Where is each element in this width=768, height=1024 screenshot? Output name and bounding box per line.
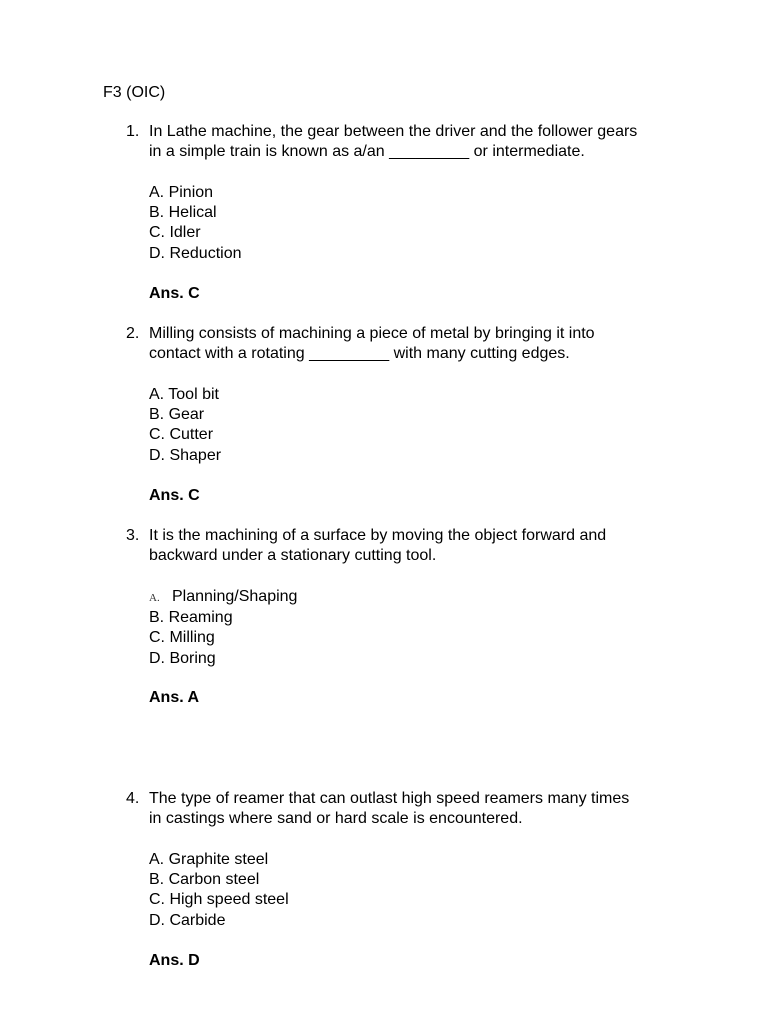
option-b: B. Gear — [149, 406, 205, 424]
answer: Ans. A — [149, 689, 200, 706]
option-b: B. Reaming — [149, 609, 233, 627]
option-c: C. Idler — [149, 224, 201, 242]
option-a-letter: A. — [149, 592, 160, 604]
options-list — [149, 183, 549, 264]
question-text — [149, 122, 709, 162]
option-b: B. Carbon steel — [149, 871, 260, 889]
question-text — [149, 324, 709, 364]
option-d: D. Carbide — [149, 911, 226, 929]
question-line: backward under a stationary cutting tool. — [149, 547, 437, 564]
question-text — [149, 526, 709, 566]
option-a — [149, 587, 549, 608]
options-list — [149, 850, 549, 931]
question-number: 1. — [126, 123, 140, 140]
question-number: 4. — [126, 790, 140, 807]
option-c: C. Milling — [149, 629, 215, 647]
question-line: in a simple train is known as a/an _________ or intermediate. — [149, 143, 585, 160]
question-line: In Lathe machine, the gear between the driver and the follower gears — [149, 123, 638, 140]
question-line: contact with a rotating _________ with many cutting edges. — [149, 345, 570, 362]
option-a: A. Tool bit — [149, 386, 219, 403]
options-list — [149, 385, 549, 466]
options-list — [149, 587, 549, 669]
question-line: It is the machining of a surface by moving the object forward and — [149, 527, 607, 544]
question-line: Milling consists of machining a piece of metal by bringing it into — [149, 325, 595, 342]
option-d: D. Shaper — [149, 446, 222, 464]
answer: Ans. D — [149, 952, 200, 969]
option-c: C. Cutter — [149, 426, 214, 444]
option-d: D. Reduction — [149, 244, 242, 262]
answer: Ans. C — [149, 285, 200, 302]
document-title: F3 (OIC) — [103, 84, 166, 101]
question-line: The type of reamer that can outlast high speed reamers many times — [149, 790, 630, 807]
option-b: B. Helical — [149, 204, 217, 222]
question-number: 3. — [126, 527, 140, 544]
option-a: A. Graphite steel — [149, 851, 269, 868]
option-d: D. Boring — [149, 649, 216, 667]
question-line: in castings where sand or hard scale is encountered. — [149, 810, 523, 827]
answer: Ans. C — [149, 487, 200, 504]
option-a: A. Pinion — [149, 184, 214, 201]
question-number: 2. — [126, 325, 140, 342]
option-c: C. High speed steel — [149, 891, 289, 909]
option-a-text: Planning/Shaping — [172, 588, 298, 605]
question-text — [149, 789, 709, 829]
